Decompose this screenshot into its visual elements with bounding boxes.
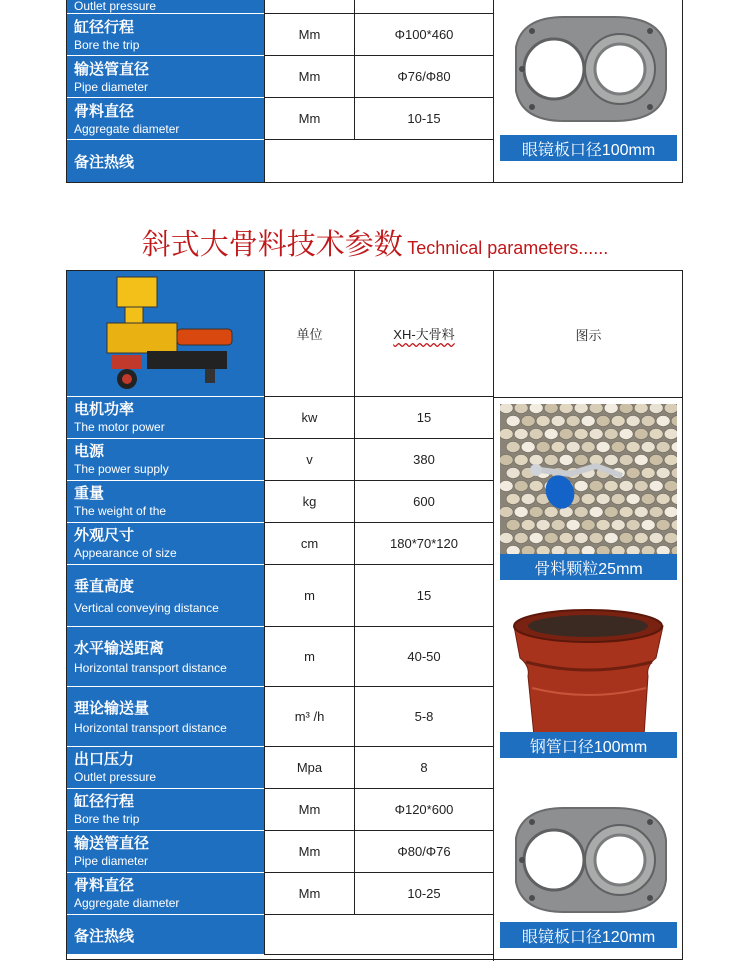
section-title <box>0 222 750 263</box>
unit-cell: m <box>264 565 354 627</box>
value-cell: 5-8 <box>354 687 493 747</box>
unit-cell: Mm <box>264 14 354 56</box>
row-label-cn: 备注热线 <box>74 928 135 945</box>
machine-photo-cell <box>67 271 264 397</box>
spec-table <box>66 270 683 960</box>
section-title-en: Technical parameters...... <box>407 238 609 258</box>
unit-cell: Mm <box>264 831 354 873</box>
row-label-en: The weight of the <box>74 504 167 518</box>
steel-pipe-image <box>506 606 671 736</box>
row-label-cn: 理论输送量 <box>74 700 150 717</box>
unit-cell: kw <box>264 397 354 439</box>
row-label-en: Aggregate diameter <box>74 896 180 910</box>
unit-cell: Mm <box>264 789 354 831</box>
row-label-cn: 水平输送距离 <box>74 640 165 657</box>
row-label-en: Horizontal transport distance <box>74 721 227 735</box>
aggregate-gravel-image <box>500 404 677 554</box>
top-spec-table <box>66 0 683 183</box>
unit-cell: v <box>264 439 354 481</box>
row-label-cn: 电源 <box>74 443 105 460</box>
row-label-cn: 骨料直径 <box>74 877 135 894</box>
unit-cell: Mm <box>264 56 354 98</box>
row-label-cn: 缸径行程 <box>74 19 135 36</box>
row-label-en: Bore the trip <box>74 38 140 52</box>
value-cell: Φ80/Φ76 <box>354 831 493 873</box>
unit-cell: cm <box>264 523 354 565</box>
row-label-cn: 外观尺寸 <box>74 527 135 544</box>
row-label-cn: 骨料直径 <box>74 103 135 120</box>
row-label-en: The power supply <box>74 462 169 476</box>
value-cell: 8 <box>354 747 493 789</box>
spectacle-plate-image <box>502 9 672 127</box>
image-caption: 骨料颗粒25mm <box>500 554 677 580</box>
row-label-en: Pipe diameter <box>74 80 149 94</box>
row-label-cn: 输送管直径 <box>74 61 150 78</box>
unit-cell: m³ /h <box>264 687 354 747</box>
unit-cell: Mpa <box>264 747 354 789</box>
value-cell: 600 <box>354 481 493 523</box>
row-label-en: The motor power <box>74 420 165 434</box>
header-model: XH-大骨料 <box>354 271 493 397</box>
image-column <box>493 0 683 182</box>
unit-cell: Mm <box>264 873 354 915</box>
value-cell: 380 <box>354 439 493 481</box>
value-cell: 40-50 <box>354 627 493 687</box>
unit-cell: Mm <box>264 98 354 140</box>
row-label-cn: 电机功率 <box>74 401 135 418</box>
remarks-cell <box>264 140 493 182</box>
row-label-en: Horizontal transport distance <box>74 661 227 675</box>
row-label-en: Aggregate diameter <box>74 122 180 136</box>
row-label-en: Pipe diameter <box>74 854 149 868</box>
row-label-cn: 缸径行程 <box>74 793 135 810</box>
row-label-en: Outlet pressure <box>74 770 157 784</box>
row-label-cn: 输送管直径 <box>74 835 150 852</box>
table-header-row <box>67 271 682 397</box>
image-caption: 眼镜板口径100mm <box>500 135 677 161</box>
value-cell: 180*70*120 <box>354 523 493 565</box>
image-column <box>493 397 683 961</box>
image-caption: 钢管口径100mm <box>500 732 677 758</box>
row-label-cn: 重量 <box>74 485 105 502</box>
unit-cell: m <box>264 627 354 687</box>
unit-cell: kg <box>264 481 354 523</box>
image-caption: 眼镜板口径120mm <box>500 922 677 948</box>
header-unit: 单位 <box>264 271 354 397</box>
row-label-en: Bore the trip <box>74 812 140 826</box>
pump-machine-image <box>87 273 247 393</box>
value-cell: Φ76/Φ80 <box>354 56 493 98</box>
row-label-en: Outlet pressure <box>74 0 157 13</box>
value-cell: Φ100*460 <box>354 14 493 56</box>
row-label-cn: 出口压力 <box>74 751 135 768</box>
value-cell: Φ120*600 <box>354 789 493 831</box>
value-cell: 10-25 <box>354 873 493 915</box>
row-label-en: Vertical conveying distance <box>74 601 219 615</box>
row-label-cn: 垂直高度 <box>74 578 135 595</box>
row-label-en: Appearance of size <box>74 546 177 560</box>
section-title-cn: 斜式大骨料技术参数 <box>141 227 403 261</box>
header-illustration: 图示 <box>493 271 683 397</box>
value-cell: 10-15 <box>354 98 493 140</box>
remarks-cell <box>264 915 493 955</box>
row-label-cn: 备注热线 <box>74 154 135 171</box>
value-cell: 15 <box>354 397 493 439</box>
spectacle-plate-image <box>502 800 672 918</box>
value-cell: 15 <box>354 565 493 627</box>
